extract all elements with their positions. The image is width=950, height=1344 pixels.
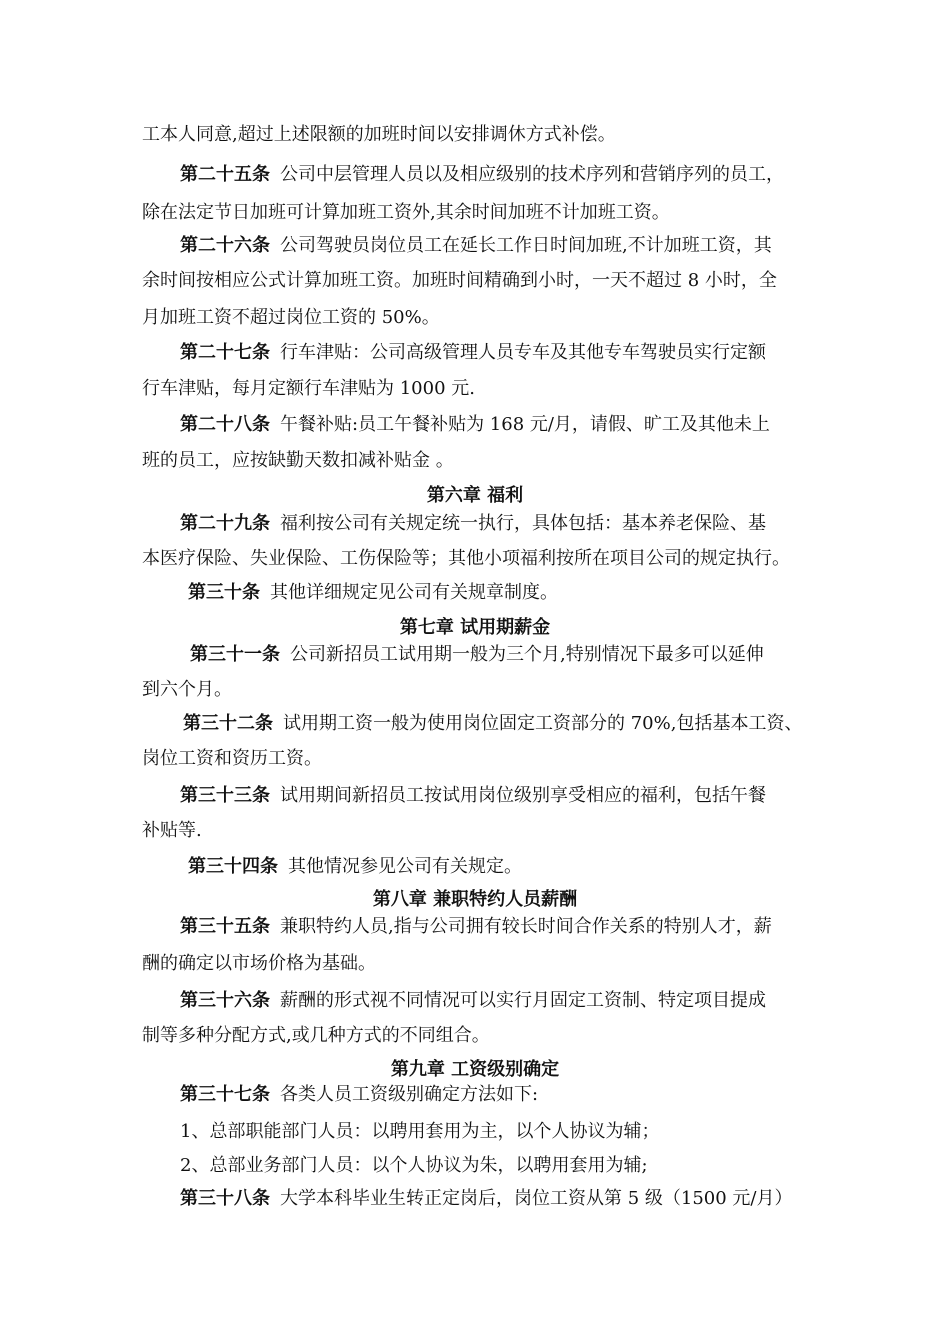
chapter-heading: 第七章 试用期薪金: [399, 617, 551, 638]
article-label: 第三十三条: [180, 785, 270, 806]
text-line: 余时间按相应公式计算加班工资。加班时间精确到小时，一天不超过 8 小时，全: [142, 270, 777, 291]
article-30: [188, 580, 558, 606]
article-37: [180, 1082, 538, 1108]
article-text: 午餐补贴:员工午餐补贴为 168 元/月，请假、旷工及其他未上: [280, 414, 770, 435]
article-text: 试用期间新招员工按试用岗位级别享受相应的福利，包括午餐: [280, 785, 766, 806]
article-text: 其他情况参见公司有关规定。: [288, 856, 522, 877]
article-27: [180, 340, 766, 366]
article-25: [180, 162, 784, 188]
text-line: 工本人同意,超过上述限额的加班时间以安排调休方式补偿。: [142, 124, 616, 145]
article-text: 各类人员工资级别确定方法如下:: [280, 1084, 539, 1105]
text-line: 班的员工，应按缺勤天数扣减补贴金 。: [142, 450, 454, 471]
article-35: [180, 914, 772, 940]
article-36: [180, 988, 766, 1014]
article-32: [183, 711, 802, 737]
article-label: 第三十一条: [190, 644, 280, 665]
text-line: 月加班工资不超过岗位工资的 50%。: [142, 307, 440, 328]
article-text: 其他详细规定见公司有关规章制度。: [270, 582, 558, 603]
article-label: 第三十八条: [180, 1188, 270, 1209]
text-line: 酬的确定以市场价格为基础。: [142, 953, 376, 974]
article-label: 第三十五条: [180, 916, 270, 937]
article-label: 第三十四条: [188, 856, 278, 877]
article-label: 第二十八条: [180, 414, 270, 435]
article-31: [190, 642, 764, 668]
text-line: 到六个月。: [142, 679, 232, 700]
article-text: 福利按公司有关规定统一执行，具体包括：基本养老保险、基: [280, 513, 766, 534]
text-line: 制等多种分配方式,或几种方式的不同组合。: [142, 1025, 490, 1046]
text-line: 岗位工资和资历工资。: [142, 748, 322, 769]
article-label: 第三十条: [188, 582, 260, 603]
article-label: 第三十七条: [180, 1084, 270, 1105]
article-text: 公司驾驶员岗位员工在延长工作日时间加班,不计加班工资，其: [280, 235, 772, 256]
article-label: 第二十五条: [180, 164, 270, 185]
article-26: [180, 233, 772, 259]
article-label: 第二十六条: [180, 235, 270, 256]
article-text: 公司新招员工试用期一般为三个月,特别情况下最多可以延伸: [290, 644, 764, 665]
article-label: 第二十七条: [180, 342, 270, 363]
chapter-heading: 第六章 福利: [426, 485, 524, 506]
text-line: 补贴等.: [142, 820, 202, 841]
article-label: 第二十九条: [180, 513, 270, 534]
article-label: 第三十二条: [183, 713, 273, 734]
article-text: 行车津贴：公司高级管理人员专车及其他专车驾驶员实行定额: [280, 342, 766, 363]
text-line: 除在法定节日加班可计算加班工资外,其余时间加班不计加班工资。: [142, 202, 670, 223]
chapter-heading: 第九章 工资级别确定: [390, 1059, 560, 1080]
article-text: 大学本科毕业生转正定岗后，岗位工资从第 5 级（1500 元/月）: [280, 1188, 793, 1209]
text-line: 行车津贴，每月定额行车津贴为 1000 元.: [142, 378, 475, 399]
article-33: [180, 783, 766, 809]
article-34: [188, 854, 522, 880]
article-text: 薪酬的形式视不同情况可以实行月固定工资制、特定项目提成: [280, 990, 766, 1011]
article-text: 兼职特约人员,指与公司拥有较长时间合作关系的特别人才，薪: [280, 916, 772, 937]
article-text: 公司中层管理人员以及相应级别的技术序列和营销序列的员工，: [280, 164, 784, 185]
text-line: 本医疗保险、失业保险、工伤保险等；其他小项福利按所在项目公司的规定执行。: [142, 548, 790, 569]
article-text: 试用期工资一般为使用岗位固定工资部分的 70%,包括基本工资、: [283, 713, 803, 734]
chapter-heading: 第八章 兼职特约人员薪酬: [372, 889, 578, 910]
list-item: 1、总部职能部门人员：以聘用套用为主，以个人协议为辅；: [180, 1121, 660, 1142]
article-label: 第三十六条: [180, 990, 270, 1011]
article-28: [180, 412, 770, 438]
article-29: [180, 511, 766, 537]
article-38: [180, 1186, 793, 1212]
list-item: 2、总部业务部门人员：以个人协议为朱，以聘用套用为辅;: [180, 1155, 648, 1176]
